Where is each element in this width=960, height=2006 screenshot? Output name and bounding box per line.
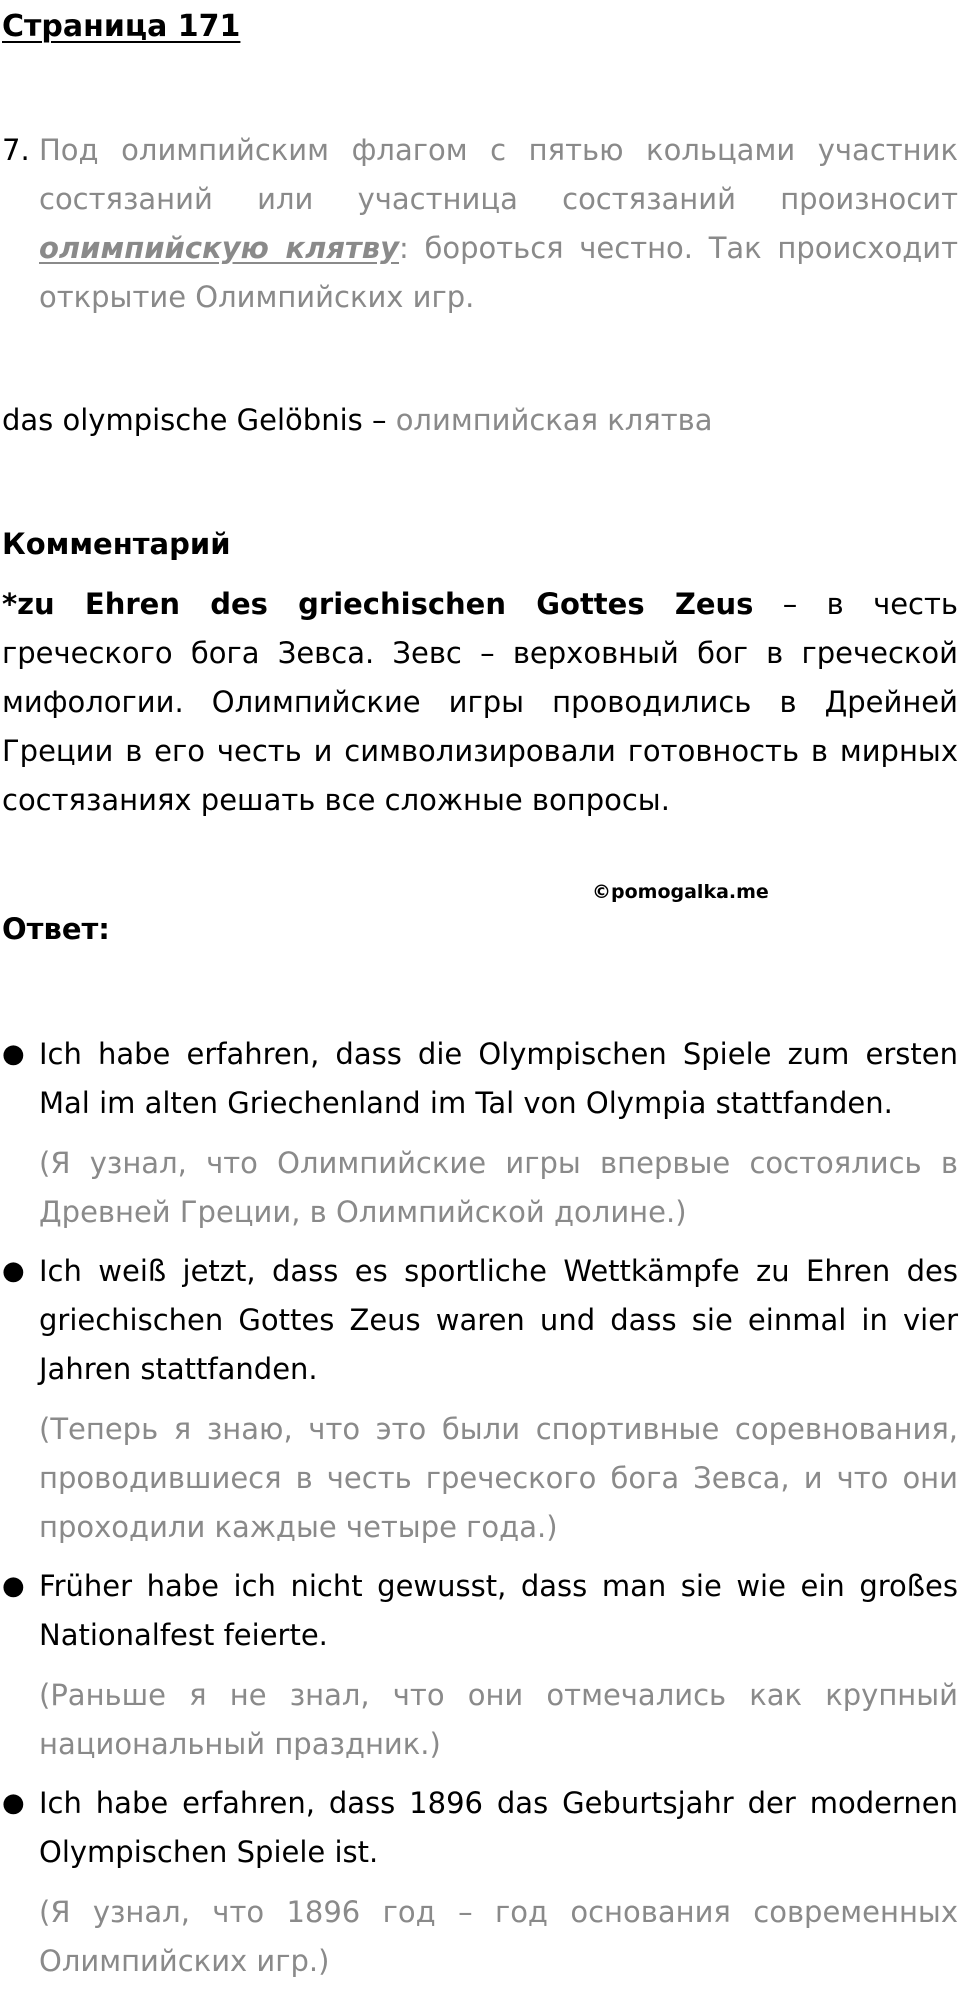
answer-item xyxy=(0,1779,958,1986)
task-text-after: : бороться честно. Так происходит открытие Олимпийских игр. xyxy=(39,231,958,314)
answer-german: Früher habe ich nicht gewusst, dass man sie wie ein großes Nationalfest feierte. xyxy=(39,1569,958,1652)
task-text xyxy=(39,126,958,322)
answer-item xyxy=(0,1247,958,1552)
task-7 xyxy=(0,126,958,322)
task-text-before: Под олимпийским флагом с пятью кольцами участник состязаний или участница состязаний произносит xyxy=(39,133,958,216)
vocab-dash: – xyxy=(362,403,396,437)
answer-russian: (Я узнал, что Олимпийские игры впервые состоялись в Древней Греции, в Олимпийской долине.) xyxy=(39,1146,958,1229)
comment-heading: Комментарий xyxy=(2,527,231,561)
task-number: 7. xyxy=(2,133,30,167)
watermark: ©pomogalka.me xyxy=(592,881,769,903)
comment-bold-phrase: *zu Ehren des griechischen Gottes Zeus xyxy=(2,587,754,621)
bullet-icon: ● xyxy=(2,1039,25,1069)
vocabulary-line xyxy=(2,396,958,445)
vocab-russian: олимпийская клятва xyxy=(395,403,713,437)
comment-body: – в честь греческого бога Зевса. Зевс – верховный бог в греческой мифологии. Олимпийские игры проводились в Дрейней Греции в его честь и символизировали готовность в мирных состязаниях решать все сложные вопросы. xyxy=(2,587,958,817)
answer-russian: (Теперь я знаю, что это были спортивные соревнования, проводившиеся в честь греческого бога Зевса, и что они проходили каждые четыре года.) xyxy=(39,1412,958,1544)
page-title: Страница 171 xyxy=(2,9,241,44)
task-term: олимпийскую клятву xyxy=(39,231,399,265)
answer-item xyxy=(0,1030,958,1237)
answer-list xyxy=(0,1030,958,1996)
answer-german: Ich habe erfahren, dass die Olympischen Spiele zum ersten Mal im alten Griechenland im Tal von Olympia stattfanden. xyxy=(39,1037,958,1120)
answer-german: Ich habe erfahren, dass 1896 das Geburtsjahr der modernen Olympischen Spiele ist. xyxy=(39,1786,958,1869)
bullet-icon: ● xyxy=(2,1788,25,1818)
bullet-icon: ● xyxy=(2,1571,25,1601)
answer-item xyxy=(0,1562,958,1769)
comment-text xyxy=(2,580,958,825)
vocab-german: das olympische Gelöbnis xyxy=(2,403,363,437)
answer-russian: (Я узнал, что 1896 год – год основания современных Олимпийских игр.) xyxy=(39,1895,958,1978)
answer-heading: Ответ: xyxy=(2,912,110,946)
answer-german: Ich weiß jetzt, dass es sportliche Wettkämpfe zu Ehren des griechischen Gottes Zeus waren und dass sie einmal in vier Jahren stattfanden. xyxy=(39,1254,958,1386)
answer-russian: (Раньше я не знал, что они отмечались как крупный национальный праздник.) xyxy=(39,1678,958,1761)
bullet-icon: ● xyxy=(2,1256,25,1286)
